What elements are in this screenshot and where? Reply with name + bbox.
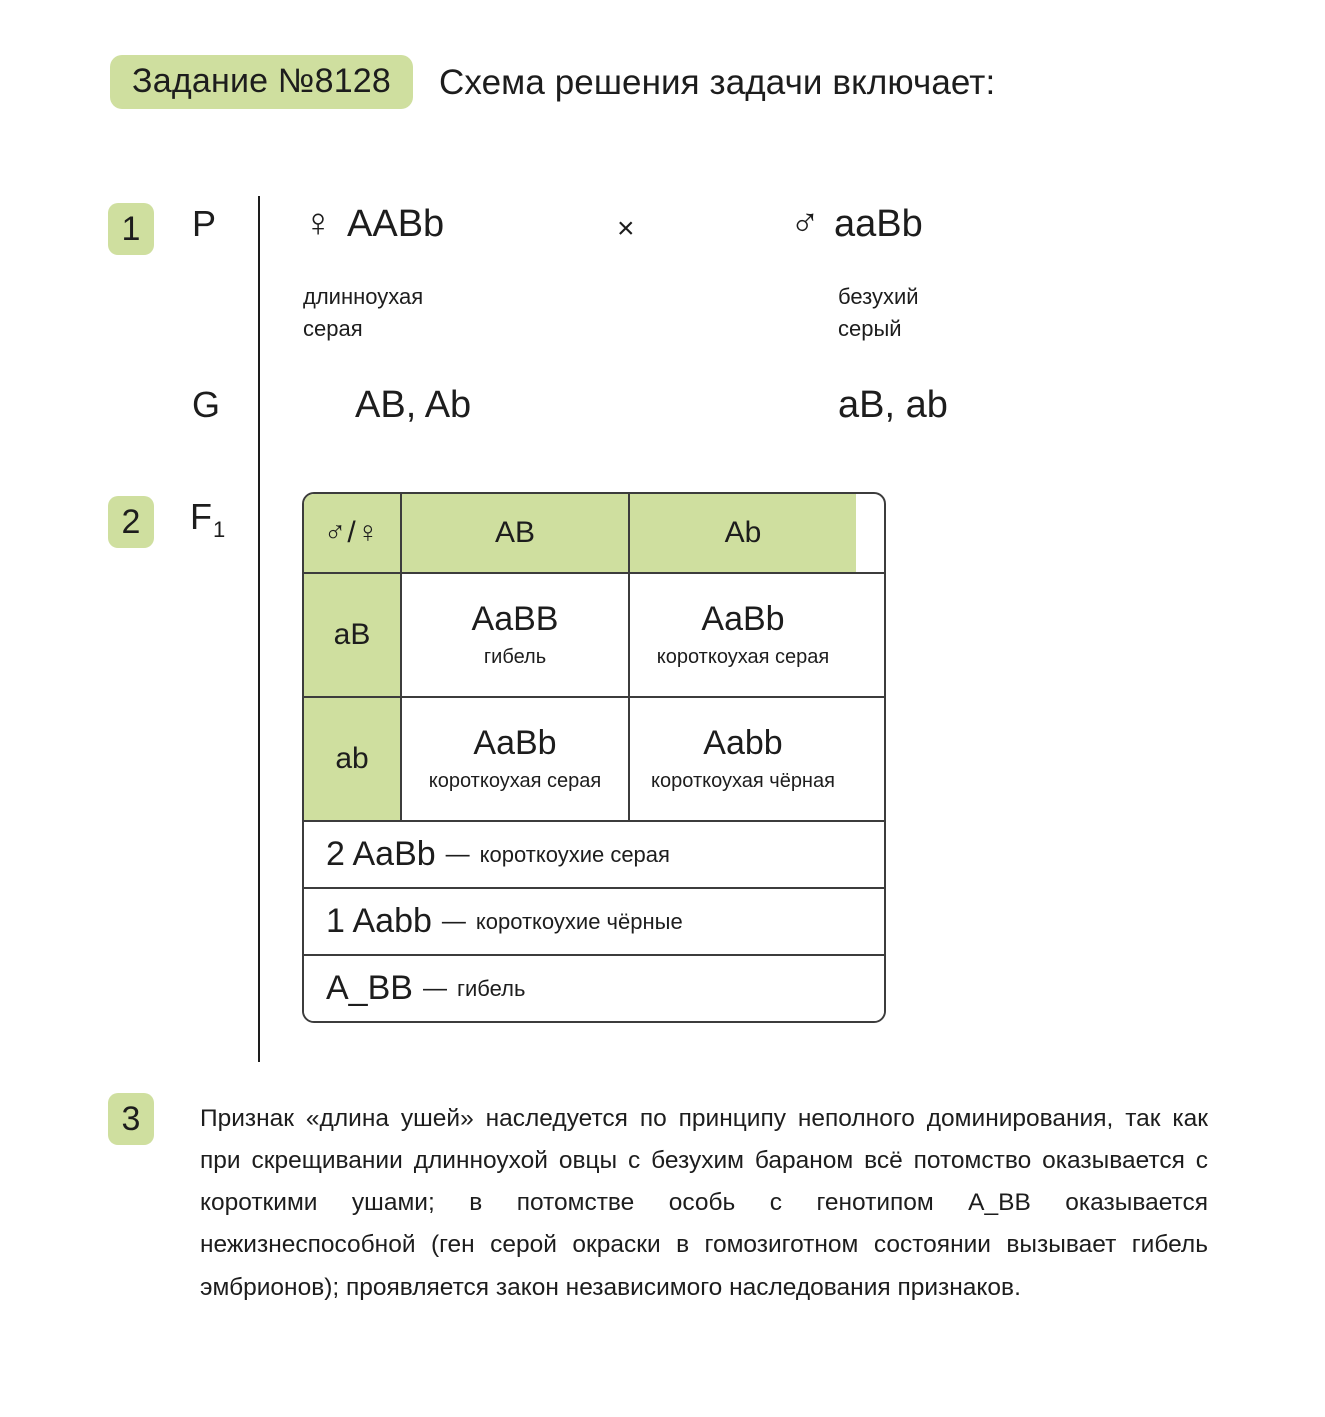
punnett-cell-r1c1-genotype: AaBB xyxy=(471,600,559,639)
punnett-square xyxy=(302,492,886,1023)
summary-row-2 xyxy=(304,887,884,954)
task-number-badge: Задание №8128 xyxy=(110,55,413,109)
punnett-cell-r1c2 xyxy=(628,574,856,696)
step-badge-3: 3 xyxy=(108,1093,154,1145)
punnett-cell-r2c2-genotype: Aabb xyxy=(703,724,783,763)
punnett-corner-cell xyxy=(304,494,400,572)
parent-female-phenotype-line1: длинноухая xyxy=(303,284,424,309)
punnett-row-header-2-label: ab xyxy=(335,742,369,775)
summary-row-3-genotype: A_BB xyxy=(326,969,413,1007)
conclusion-paragraph: Признак «длина ушей» наследуется по принципу неполного доминирования, так как при скрещивании длинноухой овцы с безухим бараном всё потомство оказывается с короткими ушами; в потомстве особь с генотипом A_BB оказывается нежизнеспособной (ген серой окраски в гомозиготном состоянии вызывает гибель эмбрионов); проявляется закон независимого наследования признаков. xyxy=(200,1105,1208,1301)
summary-row-3-text: гибель xyxy=(456,975,526,1001)
male-icon: ♂ xyxy=(790,201,820,245)
punnett-row-header-2 xyxy=(304,698,400,820)
punnett-row xyxy=(304,572,884,696)
punnett-cell-r2c1 xyxy=(400,698,628,820)
punnett-cell-r1c2-phenotype: короткоухая серая xyxy=(656,645,830,668)
parent-female-genotype: AABb xyxy=(347,203,445,245)
punnett-cell-r2c2 xyxy=(628,698,856,820)
parent-male-phenotype-line1: безухий xyxy=(838,284,919,309)
step-badge-2: 2 xyxy=(108,496,154,548)
parent-female xyxy=(303,203,444,243)
punnett-cell-r2c2-phenotype: короткоухая чёрная xyxy=(651,769,835,792)
summary-row-1-dash: — xyxy=(445,840,470,868)
parent-male-genotype: aaBb xyxy=(834,203,923,245)
step-badge-1: 1 xyxy=(108,203,154,255)
label-f1 xyxy=(190,496,226,542)
punnett-row-header-1 xyxy=(304,574,400,696)
punnett-header-row xyxy=(304,494,884,572)
summary-row-1-text: короткоухие серая xyxy=(479,841,670,867)
parent-male xyxy=(790,203,923,243)
parent-female-phenotype xyxy=(303,281,423,345)
summary-row-1-genotype: 2 AaBb xyxy=(326,835,436,873)
gametes-male: aB, ab xyxy=(838,384,948,426)
summary-row-2-genotype: 1 Aabb xyxy=(326,902,432,940)
gametes-female: AB, Ab xyxy=(355,384,472,426)
page-header xyxy=(110,55,995,109)
punnett-cell-r1c1-phenotype: гибель xyxy=(483,645,547,668)
scheme-vertical-divider xyxy=(258,196,260,1062)
summary-row-2-dash: — xyxy=(441,907,466,935)
summary-row-3-dash: — xyxy=(422,974,447,1002)
label-f1-letter: F xyxy=(190,496,212,537)
punnett-row xyxy=(304,696,884,820)
female-icon: ♀ xyxy=(303,201,333,245)
punnett-column-header-2 xyxy=(628,494,856,572)
label-f1-subscript: 1 xyxy=(213,517,226,542)
punnett-column-header-2-label: Ab xyxy=(724,516,762,549)
punnett-cell-r2c1-phenotype: короткоухая серая xyxy=(428,769,602,792)
punnett-cell-r1c2-genotype: AaBb xyxy=(701,600,785,639)
label-parents: P xyxy=(192,203,217,244)
label-gametes: G xyxy=(192,384,221,425)
punnett-cell-r2c1-genotype: AaBb xyxy=(473,724,557,763)
punnett-cell-r1c1 xyxy=(400,574,628,696)
summary-row-3 xyxy=(304,954,884,1021)
summary-row-1 xyxy=(304,820,884,887)
male-female-icon: ♂/♀ xyxy=(323,516,381,549)
summary-row-2-text: короткоухие чёрные xyxy=(475,908,683,934)
parent-female-phenotype-line2: серая xyxy=(303,315,363,341)
punnett-row-header-1-label: aB xyxy=(333,618,371,651)
parent-male-phenotype xyxy=(838,281,919,345)
page-title: Схема решения задачи включает: xyxy=(439,62,996,102)
punnett-column-header-1 xyxy=(400,494,628,572)
punnett-column-header-1-label: AB xyxy=(494,516,536,549)
cross-symbol: × xyxy=(617,212,635,245)
parent-male-phenotype-line2: серый xyxy=(838,315,902,341)
